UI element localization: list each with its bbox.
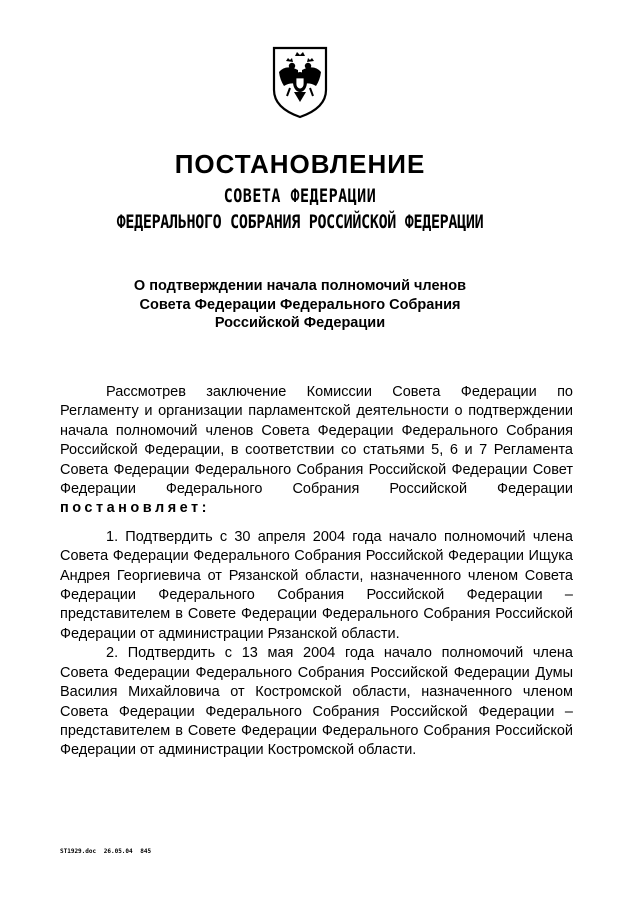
subject-line-1: О подтверждении начала полномочий членов <box>133 278 467 294</box>
document-title: ПОСТАНОВЛЕНИЕ <box>174 149 426 179</box>
footer-code: 845 <box>140 848 152 855</box>
preamble-text: Рассмотрев заключение Комиссии Совета Федерации по Регламенту и организации парламентской деятельности о подтверждении начала полномочий членов Совета Федерации Федерального Собрания Российской Федерации, в соответствии со статьями 5, 6 и 7 Регламента Совета Федерации Федерального Собрания Российской Федерации Совет Федерации Федерального Собрания Российской Федерации <box>60 384 573 498</box>
document-footer <box>60 848 155 856</box>
subject-line-2: Совета Федерации Федерального Собрания <box>139 296 461 313</box>
issuer-line-2: ФЕДЕРАЛЬНОГО СОБРАНИЯ РОССИЙСКОЙ ФЕДЕРАЦИИ <box>116 210 484 233</box>
document-body <box>60 383 573 761</box>
decree-word: постановляет: <box>60 500 210 517</box>
decree-item-2: 2. Подтвердить с 13 мая 2004 года начало полномочий члена Совета Федерации Федерального Собрания Российской Федерации Думы Василия Михайловича от Костромской области, назначенного членом Совета Федерации Федерального Собрания Российской Федерации – представителем в Совете Федерации Федерального Собрания Российской Федерации от администрации Костромской области. <box>60 645 573 759</box>
subject-line-3: Российской Федерации <box>214 315 386 331</box>
document-subject <box>100 277 500 333</box>
issuer-line-1: СОВЕТА ФЕДЕРАЦИИ <box>223 184 377 207</box>
decree-item-1: 1. Подтвердить с 30 апреля 2004 года начало полномочий члена Совета Федерации Федерального Собрания Российской Федерации Ищука Андрея Георгиевича от Рязанской области, назначенного членом Совета Федерации Федерального Собрания Российской Федерации – представителем в Совете Федерации Федерального Собрания Российской Федерации от администрации Рязанской области. <box>60 528 573 642</box>
russian-coat-of-arms-icon <box>268 42 332 120</box>
preamble-paragraph <box>60 383 573 519</box>
footer-filename: ST1929.doc <box>60 848 97 855</box>
footer-date: 26.05.04 <box>103 848 133 855</box>
